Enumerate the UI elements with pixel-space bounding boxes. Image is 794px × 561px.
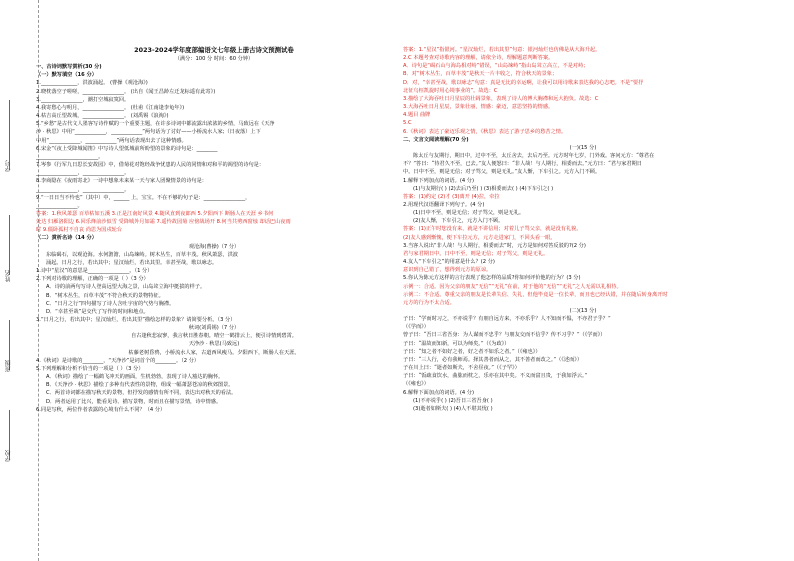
left-column-line: 东临碣石，以观沧海。水何澹澹，山岛竦峙。树木丛生，百草丰茂。秋风萧瑟，洪波 (46, 251, 238, 258)
right-column-line: A．诗句是“碣石山与海岛相对峙”错误，“山岛竦峙”指山岛耸立高立，不是对峙； (403, 63, 589, 70)
right-column-line: 君与家君期日中。日中不至，则是无信；对子骂父，则是无礼。 (403, 250, 549, 257)
left-column-line: 7.岑参《行军九日思长安故园》中，借菊花对饱经战争忧患的人民的同情和对和平的渴望的诗句是： (36, 162, 265, 169)
left-column-line: 3.“日月之行，若出其中；星汉灿烂，若出其里”描绘怎样的景象？请简要分析。（3 分） (36, 317, 236, 323)
right-column-line: 答案：(1)正午时您没有来，就是不讲信用；对着儿子骂父亲，就是没有礼貌。 (403, 226, 582, 233)
right-column-line: 5.你认为陈元方这样的言行表现了他怎样的品质?你如何评价他的行为？(3 分) (403, 275, 581, 282)
right-column-line: 子曰：“三人行，必有我师焉。择其善者而从之，其不善者而改之。”（《述而》） (403, 356, 583, 363)
left-column-line: D．“幸甚至哉”是交代了写作的时间和地点。 (46, 308, 149, 315)
right-column-line: (1)不亦说乎( ) (2)吾日三省吾身( ) (413, 397, 493, 404)
right-column-line: 1.解释下列加点的词语。(4 分) (403, 177, 475, 184)
left-column-line: 6.同是写秋，两位作者表露的心境有什么不同？（4 分） (36, 406, 166, 413)
left-column-line: 8.李商隐在《夜雨寄北》一诗中想象未来某一天与家人团聚情景的诗句是： (36, 178, 207, 185)
right-column-line: 4.友人“下车引之”的用意是什么？(2 分) (403, 259, 495, 266)
right-column-line: (1)与友期行( ) (2)去后乃至( ) (3)相委而去( ) (4)下车引之( ) (413, 185, 554, 192)
right-column-line: 子曰：“温故而知新，可以为师矣。”（《为政》） (403, 340, 510, 347)
left-column-line: 涌起。日月之行，若出其中；星汉灿烂，若出其里。幸甚至哉，歌以咏志。 (46, 259, 218, 266)
right-column-line: 子在川上曰：“逝者如斯夫，不舍昼夜。”（《子罕》） (403, 365, 520, 372)
right-column-line: 曾子曰：“吾日三省吾身：为人谋而不忠乎？与朋友交而不信乎？传不习乎？”（《学而》） (403, 332, 606, 339)
left-column-line: B．“树木丛生，百草丰茂”不符合秋天的景物特征。 (46, 292, 164, 299)
left-column-line: 5.“乡愁”是古代文人墨客写诗作赋的一个重要主题，在许多诗词中都流露出浓浓的乡情，马致远在《天净 (36, 121, 275, 128)
left-column-line: 9.“一日日当不怜也”（其中）中，______ 上，宝宝。不在不够的句子是：________________， (36, 194, 251, 201)
right-column-line: (一)(15 分) (569, 144, 597, 151)
right-column-line: 陈太丘与友期行，期日中，过中不至，太丘舍去，去后乃至。元方时年七岁，门外戏。客问元方：“尊君在 (413, 153, 655, 160)
right-column-line: 3.大海吞吐日月星辰，景象壮丽，情感：豪迈，意思坚持的情感。 (403, 104, 554, 111)
left-column-line: C．两首诗词都在描写秋天的景物，但抒发的感情有所不同，表达出对秋天的看法。 (46, 390, 237, 397)
left-column (36, 46, 392, 414)
left-column-line: （满分：100 分 时间：60 分钟） (174, 56, 254, 62)
left-column-line: ________________。 (36, 202, 83, 209)
left-column-line: 时 9.僵卧孤村不自哀 尚思为国戍轮台 (36, 227, 123, 234)
right-column (403, 46, 763, 413)
right-column-line: (1)日中不至，则是无信；对子骂父，则是无礼。 (413, 210, 525, 217)
left-column-line: 沙 · 秋思》中用“____________，____________”两句话为了讨好——小桥流水人家;（日夜落）上下 (36, 129, 261, 136)
left-column-line: 4.《秋词》是诗歌的________，“天净沙”是词首个的________。（2 分） (36, 357, 200, 364)
binding-label-name: 姓名 (5, 270, 12, 282)
right-column-line: 答案：(1)约定 (2)才 (3)离开 (4)拉，牵拉 (403, 193, 500, 200)
left-column-line: 观沧海(曹操)（7 分） (188, 243, 240, 250)
left-column-line: 1.______________，洪波涌起。 (曹操《观沧海》) (36, 80, 148, 87)
right-column-line: (二)(13 分) (569, 308, 597, 314)
right-column-line: 答案：1.“星汉”指银河。“星汉灿烂，若出其里”句意：银河灿烂也仿佛是从大海升起。 (403, 47, 601, 53)
left-column-line: 2.晓枕落空子嗟嗟，________________。 (出自《闻王昌龄左迁龙标遥有此寄》) (36, 88, 216, 95)
left-column-line: ________________，________________。 (36, 186, 130, 193)
right-column-line: 二、文言文阅读理解(70 分) (403, 136, 469, 143)
right-column-line: 2.C 本题考查对诗歌内容的理解，请依全诗，理解题意判断答案。 (403, 55, 554, 62)
left-column-line: 中用“____________，____________”两句话表现出去了这种情感。 (36, 137, 187, 144)
left-column-line: 秋词(刘禹锡)（7 分） (188, 325, 240, 332)
right-column-line: 6.《秋词》表达了豪迈乐观之情，《秋思》表达了游子思乡的愁苦之情。 (403, 128, 567, 135)
right-column-line: （《雍也》） (403, 381, 429, 388)
right-column-line: (3)逝者如斯夫( ) (4)人不堪其忧( ) (413, 405, 493, 412)
right-column-line: 3.当客人说出“非人哉！与人期行，相委而去”时，元方是如何对答反驳的?(2 分) (403, 242, 586, 249)
binding-label-school: 学校 (5, 450, 12, 462)
left-column-line: 答案：1.秋风萧瑟 百草枯如五溪 3.正是江南好风景 4.随风直到夜郎西 5.夕阳西下 断肠人在天涯 乡书何 (36, 210, 274, 217)
left-column-line: 3.________________，潮打空城寂寞回。 (36, 96, 130, 103)
right-column-line: 示例一：合适。因为父亲的朋友“无信”“无礼”在前，对于他的“无信”“无礼”之人无需以礼相待。 (403, 283, 622, 290)
right-column-line: 2.用现代汉语翻译下列句子。(4 分) (403, 201, 485, 208)
right-column-line: 中。日中不至，则是无信；对子骂父，则是无礼。”友人惭，下车引之。元方入门不顾。 (403, 169, 601, 176)
left-column-line: 4.枯吉高丘望故城，________________。 (刘禹锡《浪淘》) (36, 113, 169, 120)
left-column-line: ________________，________________。 (36, 170, 130, 177)
right-column-line: 5.C (403, 120, 412, 127)
left-column-line: 1.诗中“星汉”的意思是________________。（1 分） (36, 268, 153, 275)
left-column-line: （二）赏析名诗（14 分） (36, 235, 97, 242)
right-column-line: 子曰：“学而时习之，不亦说乎？有朋自远方来，不亦乐乎？人不知而不愠，不亦君子乎？” (403, 316, 611, 323)
left-column-line: 天净沙 · 秋思(马致远) (188, 341, 240, 348)
left-column-line: （一）默写填空（16 分） (36, 72, 97, 79)
left-column-line: 枯藤老树昏鸦，小桥流水人家，古道西风瘦马。夕阳西下，断肠人在天涯。 (128, 349, 300, 356)
right-column-line: (2)友人感到惭愧，便下车拉元方，元方走进家门，不回头看一眼。 (403, 234, 556, 241)
left-column-line: B．《天净沙 · 秋思》描绘了多种有代表性的景物，组成一幅萧瑟苍凉的秋郊图景。 (46, 382, 234, 389)
left-column-line: 5.下列理解和分析不恰当的一项是（ ）（3 分） (36, 365, 144, 372)
left-column-line: A．《秋词》描绘了一幅鹤飞冲天的画面，生机勃勃，表现了诗人豁达的胸怀。 (46, 374, 224, 381)
left-column-line: 2023-2024学年度部编语文七年级上册古诗文预测试卷 (134, 46, 294, 54)
right-column-line: B．对“树木丛生，百草丰茂”是秋天一片丰收之，符合秋天的景象； (403, 71, 558, 78)
left-column-line: 2.下列对诗歌的理解，正确的一项是（ ）（3 分） (36, 276, 149, 283)
right-column-line: D．对，“幸甚至哉，歌以咏志”句意：真是无比的幸运啊，让我可以用诗歌来表达我的心志吧。不是“要抒 (403, 79, 644, 86)
right-column-line: 3.描绘了大海吞吐日月星辰的壮阔景象，表现了诗人的博大胸襟和远大抱负。故选：C (403, 95, 599, 102)
right-column-line: 不？”答曰：“待君久不至，已去。”友人便怒曰：“非人哉！与人期行，相委而去。”元方曰：“君与家君期日 (403, 161, 642, 168)
left-column-line: 6.宋金“《夜上受降城闻笛》中写诗人望低城前所盼望的景象的诗句是：________ (36, 145, 218, 152)
right-column-line: （《学而》） (403, 324, 429, 331)
left-column-line: 4.我寄愁心与明月，________________。 (杜甫《江南逢李龟年》) (36, 104, 185, 111)
right-column-line: 元方的行为不太合适。 (403, 299, 455, 306)
left-column-line: 一、古诗词默写赏析(30 分) (36, 64, 102, 71)
right-column-line: 4.题目 曲牌 (403, 112, 431, 119)
left-column-line: 自古逢秋悲寂寥，我言秋日胜春朝。晴空一鹤排云上，便引诗情到碧霄。 (130, 333, 297, 340)
binding-line (9, 215, 10, 275)
right-column-line: 意识到自己错了，想得到元方的原谅。 (403, 267, 492, 274)
binding-label-class: 班级 (5, 360, 12, 372)
left-column-line: ________________________。 (36, 153, 104, 160)
left-column-line: C．“日月之行”四句描写了诗人含吐宇宙的气势与胸襟。 (46, 300, 175, 307)
left-column-line: 处达 归雁洛阳边 6.回乐烽前沙似雪 受降城外月如霜 7.遥怜故园菊 应傍战场开 8.何当共剪西窗烛 却话巴山夜雨 (36, 219, 291, 226)
left-column-line: D．两者运用了比兴，能看见诗、描写景物，时而且在描写景情，诗中情感。 (46, 398, 222, 405)
binding-margin (0, 0, 39, 561)
right-column-line: 6.解释下面加点的词语。(4 分) (403, 389, 475, 396)
right-column-line: (2)友人惭，下车引之，元方入门不顾。 (413, 218, 504, 225)
left-column-line: A．诗的前两句写诗人登高远望大海之景，山岛耸立海中挺拔的样子。 (46, 284, 206, 291)
right-column-line: 示例二：不合适。尊重父亲的朋友是长辈失信、失礼，但他毕竟是一位长辈，而且也已经认错，并在随后转身离开时 (403, 291, 668, 298)
right-column-line: 子曰：“知之者不如好之者，好之者不如乐之者。”（《雍也》） (403, 348, 541, 355)
right-column-line: 子曰：“饭疏食饮水，曲肱而枕之，乐亦在其中矣。不义而富且贵，于我如浮云。” (403, 373, 588, 380)
binding-label-student-id: 学号 (5, 160, 12, 172)
right-column-line: 北征乌桓凯旋时用心境事业的”。故选：C (403, 87, 498, 94)
